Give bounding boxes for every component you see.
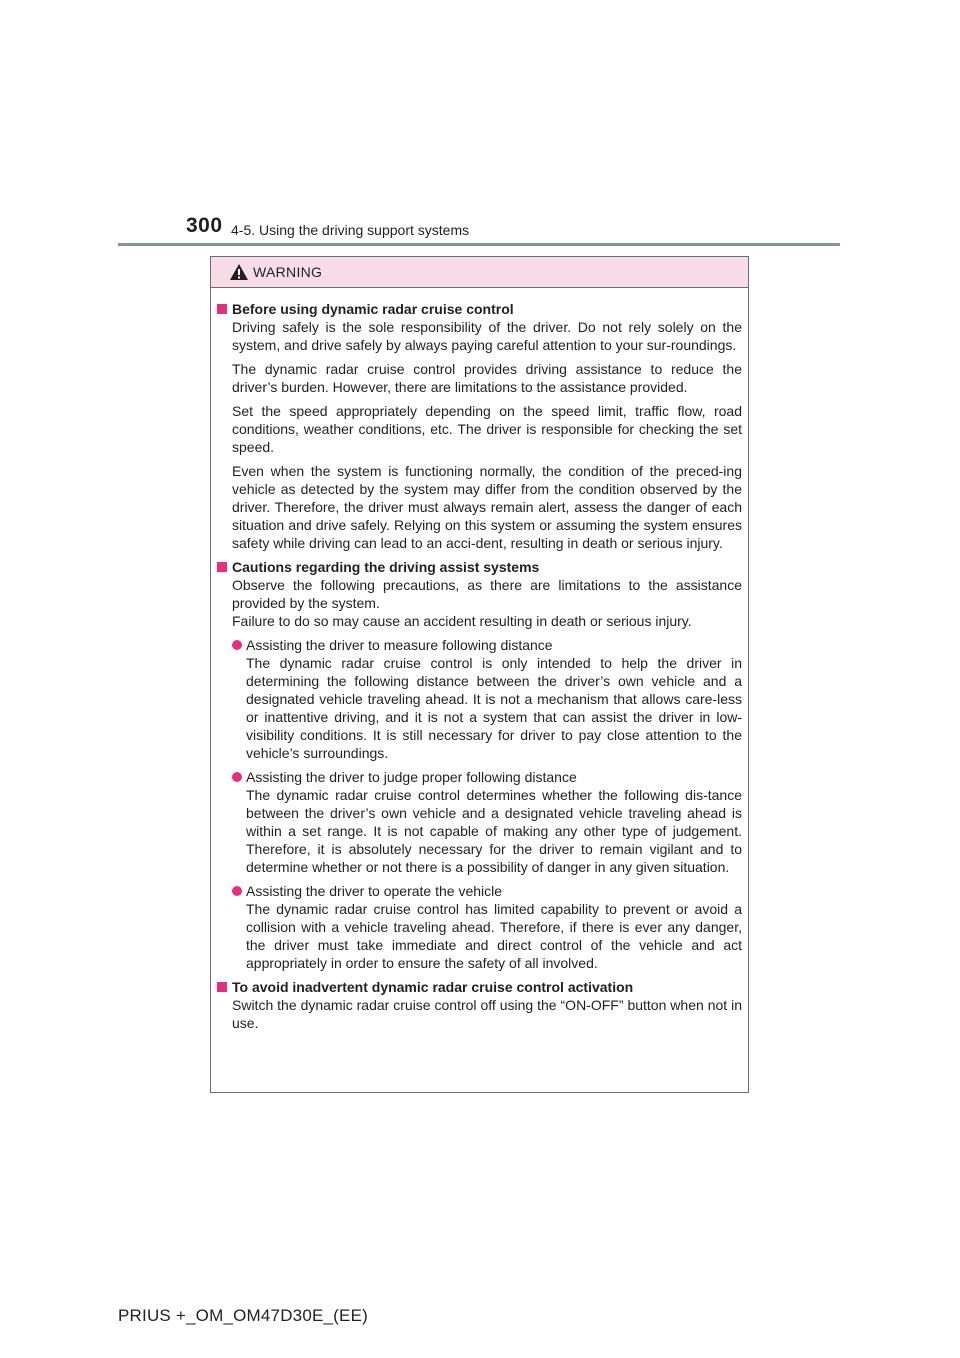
warning-section xyxy=(215,558,742,972)
square-bullet-icon xyxy=(217,982,227,992)
section-heading: To avoid inadvertent dynamic radar cruise control activation xyxy=(215,978,742,996)
warning-header xyxy=(211,257,748,288)
warning-body xyxy=(211,288,748,1032)
warning-triangle-icon xyxy=(229,263,249,281)
list-item xyxy=(215,636,742,762)
document-code: PRIUS +_OM_OM47D30E_(EE) xyxy=(118,1306,368,1325)
header-divider xyxy=(118,243,840,246)
list-item xyxy=(215,882,742,972)
round-bullet-icon xyxy=(232,886,242,896)
warning-section xyxy=(215,978,742,1032)
warning-section xyxy=(215,300,742,552)
list-item-title: Assisting the driver to measure following distance xyxy=(246,637,553,653)
paragraph: Set the speed appropriately depending on the speed limit, traffic flow, road conditions, weather conditions, etc. The driver is responsible for checking the set speed. xyxy=(232,403,742,455)
list-item-text: The dynamic radar cruise control has limited capability to prevent or avoid a collision with a vehicle traveling ahead. Therefore, if there is ever any danger, the driver must take immediate and direct control of the vehicle and act appropriately in order to ensure the safety of all involved. xyxy=(246,901,742,971)
list-item-text: The dynamic radar cruise control determines whether the following dis-tance between the driver’s own vehicle and a designated vehicle traveling ahead is within a set range. It is not capable of making any other type of judgement. Therefore, it is absolutely necessary for the driver to remain vigilant and to determine whether or not there is a possibility of danger in any given situation. xyxy=(246,787,742,875)
paragraph: The dynamic radar cruise control provides driving assistance to reduce the driver’s burden. However, there are limitations to the assistance provided. xyxy=(232,361,742,395)
square-bullet-icon xyxy=(217,562,227,572)
list-item-text: The dynamic radar cruise control is only intended to help the driver in determining the following distance between the driver’s own vehicle and a designated vehicle traveling ahead. It is not a mechanism that allows care-less or inattentive driving, and it is not a system that can assist the driver in low-visibility conditions. It is still necessary for driver to pay close attention to the vehicle’s surroundings. xyxy=(246,655,742,761)
paragraph: Even when the system is functioning normally, the condition of the preced-ing vehicle as detected by the system may differ from the condition observed by the driver. Therefore, the driver must always remain alert, assess the danger of each situation and drive safely. Relying on this system or assuming the system ensures safety while driving can lead to an acci-dent, resulting in death or serious injury. xyxy=(232,463,742,551)
list-item xyxy=(215,768,742,876)
list-item-title: Assisting the driver to operate the vehicle xyxy=(246,883,503,899)
paragraph: Driving safely is the sole responsibility of the driver. Do not rely solely on the system, and drive safely by always paying careful attention to your sur-roundings. xyxy=(232,319,742,353)
section-heading: Cautions regarding the driving assist systems xyxy=(215,558,742,576)
paragraph: Failure to do so may cause an accident resulting in death or serious injury. xyxy=(232,613,692,629)
page-number: 300 xyxy=(186,214,223,237)
list-item-title: Assisting the driver to judge proper following distance xyxy=(246,769,577,785)
paragraph: Switch the dynamic radar cruise control off using the “ON-OFF” button when not in use. xyxy=(232,997,742,1031)
warning-box xyxy=(210,256,749,1093)
page-header xyxy=(0,0,960,250)
round-bullet-icon xyxy=(232,772,242,782)
section-heading: Before using dynamic radar cruise control xyxy=(215,300,742,318)
round-bullet-icon xyxy=(232,640,242,650)
square-bullet-icon xyxy=(217,304,227,314)
section-title: 4-5. Using the driving support systems xyxy=(231,222,470,238)
paragraph: Observe the following precautions, as there are limitations to the assistance provided by the system. xyxy=(232,577,742,611)
warning-title: WARNING xyxy=(253,264,323,280)
